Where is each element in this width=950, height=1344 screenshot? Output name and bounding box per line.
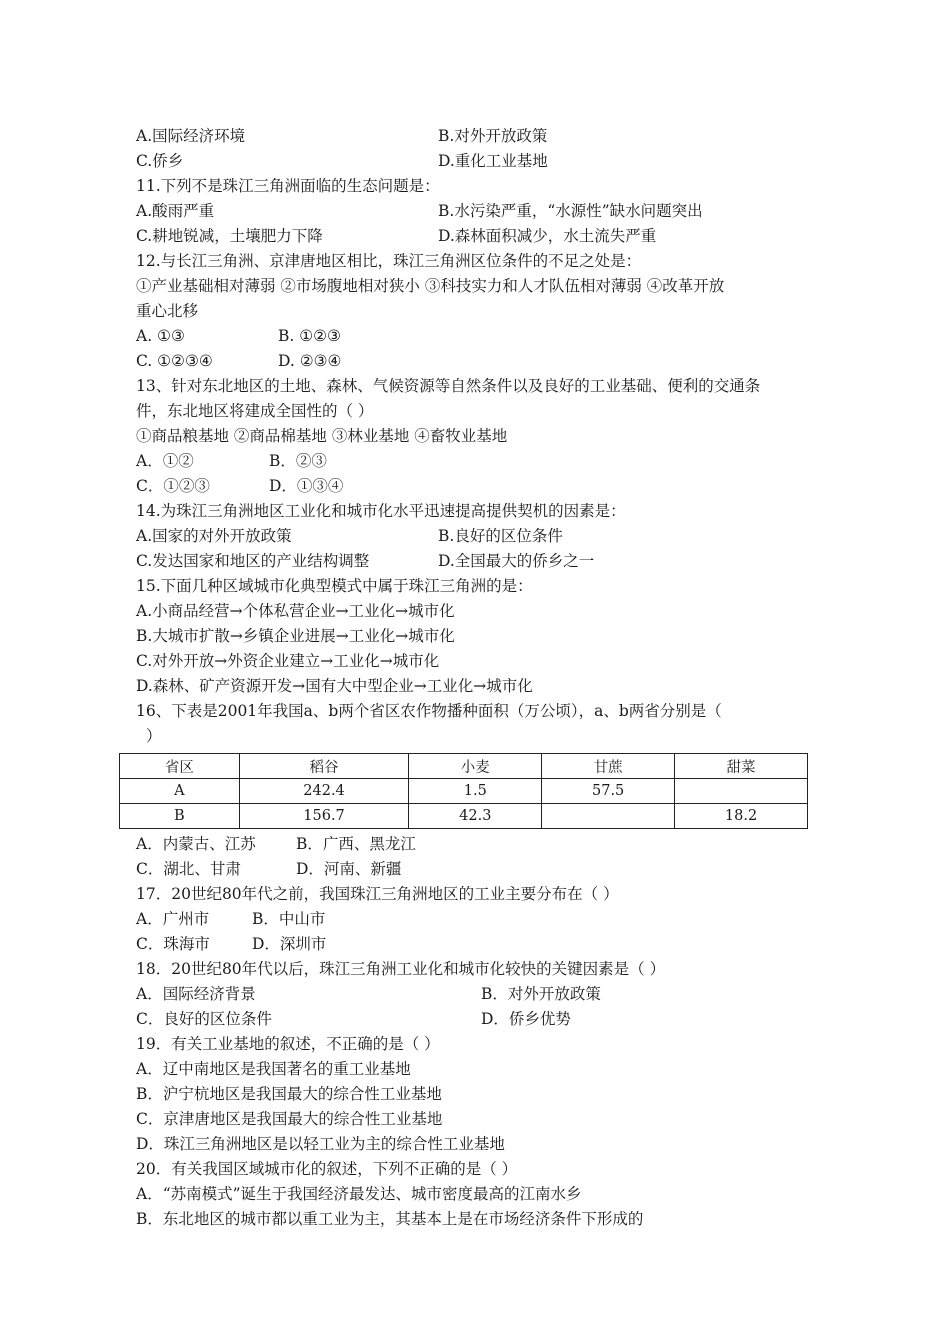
q18-options-row-2 (136, 1007, 816, 1032)
q16-stem-close: ） (146, 727, 162, 745)
q12-option-a: A. ①③ (136, 327, 185, 345)
header-province: 省区 (120, 754, 240, 779)
q12-option-c: C. ①②③④ (136, 352, 213, 370)
q14-option-a: A.国家的对外开放政策 (136, 527, 292, 545)
q18-option-b: B．对外开放政策 (481, 985, 601, 1003)
cell-sugarbeet (675, 779, 808, 804)
cell-province: B (120, 804, 240, 829)
q15-option-a: A.小商品经营→个体私营企业→工业化→城市化 (136, 602, 455, 620)
q17-options-row-2 (136, 932, 816, 957)
cell-wheat: 1.5 (409, 779, 542, 804)
q16-option-a: A．内蒙古、江苏 (136, 835, 256, 853)
q13-option-b: B．②③ (269, 452, 327, 470)
q13-options-row-2 (136, 474, 816, 499)
q18-option-a: A．国际经济背景 (136, 985, 256, 1003)
q12-options-row-1 (136, 324, 816, 349)
q13-stem-line-2: 件，东北地区将建成全国性的（ ） (136, 402, 374, 420)
crop-area-table (119, 753, 808, 829)
q17-option-d: D．深圳市 (252, 935, 327, 953)
q20-option-b: B．东北地区的城市都以重工业为主，其基本上是在市场经济条件下形成的 (136, 1210, 644, 1228)
q16-options-row-2 (136, 857, 816, 882)
q18-options-row-1 (136, 982, 816, 1007)
q10-option-b: B.对外开放政策 (438, 127, 548, 145)
q10-option-a: A.国际经济环境 (136, 127, 246, 145)
table-row (120, 779, 808, 804)
q12-stem: 12.与长江三角洲、京津唐地区相比，珠江三角洲区位条件的不足之处是： (136, 252, 642, 270)
q18-option-c: C．良好的区位条件 (136, 1010, 272, 1028)
q10-option-c: C.侨乡 (136, 152, 184, 170)
cell-sugarcane: 57.5 (542, 779, 675, 804)
header-sugarcane: 甘蔗 (542, 754, 675, 779)
q12-option-d: D. ②③④ (278, 352, 342, 370)
q12-items-line-1: ①产业基础相对薄弱 ②市场腹地相对狭小 ③科技实力和人才队伍相对薄弱 ④改革开放 (136, 277, 725, 295)
q19-option-a: A．辽中南地区是我国著名的重工业基地 (136, 1060, 411, 1078)
q16-stem-line-2 (136, 724, 816, 749)
cell-wheat: 42.3 (409, 804, 542, 829)
q15-option-d: D.森林、矿产资源开发→国有大中型企业→工业化→城市化 (136, 677, 533, 695)
q18-stem: 18．20世纪80年代以后，珠江三角洲工业化和城市化较快的关键因素是（ ） (136, 960, 666, 978)
q17-stem: 17．20世纪80年代之前，我国珠江三角洲地区的工业主要分布在（ ） (136, 885, 619, 903)
q18-option-d: D．侨乡优势 (481, 1010, 571, 1028)
q17-option-c: C．珠海市 (136, 935, 210, 953)
cell-rice: 242.4 (239, 779, 409, 804)
cell-rice: 156.7 (239, 804, 409, 829)
q19-option-c: C．京津唐地区是我国最大的综合性工业基地 (136, 1110, 443, 1128)
exam-page (136, 124, 816, 1232)
q15-option-c: C.对外开放→外资企业建立→工业化→城市化 (136, 652, 440, 670)
q11-options-row-2 (136, 224, 816, 249)
table-row (120, 804, 808, 829)
header-rice: 稻谷 (239, 754, 409, 779)
q11-option-c: C.耕地锐减，土壤肥力下降 (136, 227, 323, 245)
q16-stem-line-1: 16、下表是2001年我国a、b两个省区农作物播种面积（万公顷），a、b两省分别是（ (136, 702, 722, 720)
q17-options-row-1 (136, 907, 816, 932)
table-header-row (120, 754, 808, 779)
q13-options-row-1 (136, 449, 816, 474)
q16-option-b: B．广西、黑龙江 (296, 835, 416, 853)
q14-option-b: B.良好的区位条件 (438, 527, 563, 545)
q15-option-b: B.大城市扩散→乡镇企业进展→工业化→城市化 (136, 627, 455, 645)
q14-options-row-2 (136, 549, 816, 574)
q19-stem: 19．有关工业基地的叙述，不正确的是（ ） (136, 1035, 440, 1053)
q20-stem: 20．有关我国区域城市化的叙述，下列不正确的是（ ） (136, 1160, 518, 1178)
header-wheat: 小麦 (409, 754, 542, 779)
q11-option-d: D.森林面积减少，水土流失严重 (438, 227, 657, 245)
q14-option-d: D.全国最大的侨乡之一 (438, 552, 595, 570)
q10-options-row-2 (136, 149, 816, 174)
q17-option-b: B．中山市 (252, 910, 326, 928)
q20-option-a: A．“苏南模式”诞生于我国经济最发达、城市密度最高的江南水乡 (136, 1185, 582, 1203)
q16-option-c: C．湖北、甘肃 (136, 860, 241, 878)
q14-stem: 14.为珠江三角洲地区工业化和城市化水平迅速提高提供契机的因素是： (136, 502, 626, 520)
q16-option-d: D．河南、新疆 (296, 860, 402, 878)
q17-option-a: A．广州市 (136, 910, 210, 928)
q12-items-line-2: 重心北移 (136, 302, 199, 320)
cell-province: A (120, 779, 240, 804)
q11-option-a: A.酸雨严重 (136, 202, 215, 220)
q13-stem-line-1: 13、针对东北地区的土地、森林、气候资源等自然条件以及良好的工业基础、便利的交通条 (136, 377, 761, 395)
q13-option-c: C．①②③ (136, 477, 210, 495)
q10-options-row-1 (136, 124, 816, 149)
q13-items: ①商品粮基地 ②商品棉基地 ③林业基地 ④畜牧业基地 (136, 427, 508, 445)
cell-sugarcane (542, 804, 675, 829)
q11-options-row-1 (136, 199, 816, 224)
q13-option-a: A．①② (136, 452, 194, 470)
q14-option-c: C.发达国家和地区的产业结构调整 (136, 552, 370, 570)
q14-options-row-1 (136, 524, 816, 549)
q12-options-row-2 (136, 349, 816, 374)
q19-option-b: B．沪宁杭地区是我国最大的综合性工业基地 (136, 1085, 442, 1103)
q19-option-d: D．珠江三角洲地区是以轻工业为主的综合性工业基地 (136, 1135, 505, 1153)
q11-stem: 11.下列不是珠江三角洲面临的生态问题是： (136, 177, 440, 195)
q16-options-row-1 (136, 832, 816, 857)
header-sugarbeet: 甜菜 (675, 754, 808, 779)
q10-option-d: D.重化工业基地 (438, 152, 548, 170)
q13-option-d: D．①③④ (269, 477, 344, 495)
q11-option-b: B.水污染严重，“水源性”缺水问题突出 (438, 202, 703, 220)
q12-option-b: B. ①②③ (278, 327, 341, 345)
q15-stem: 15.下面几种区域城市化典型模式中属于珠江三角洲的是： (136, 577, 533, 595)
cell-sugarbeet: 18.2 (675, 804, 808, 829)
